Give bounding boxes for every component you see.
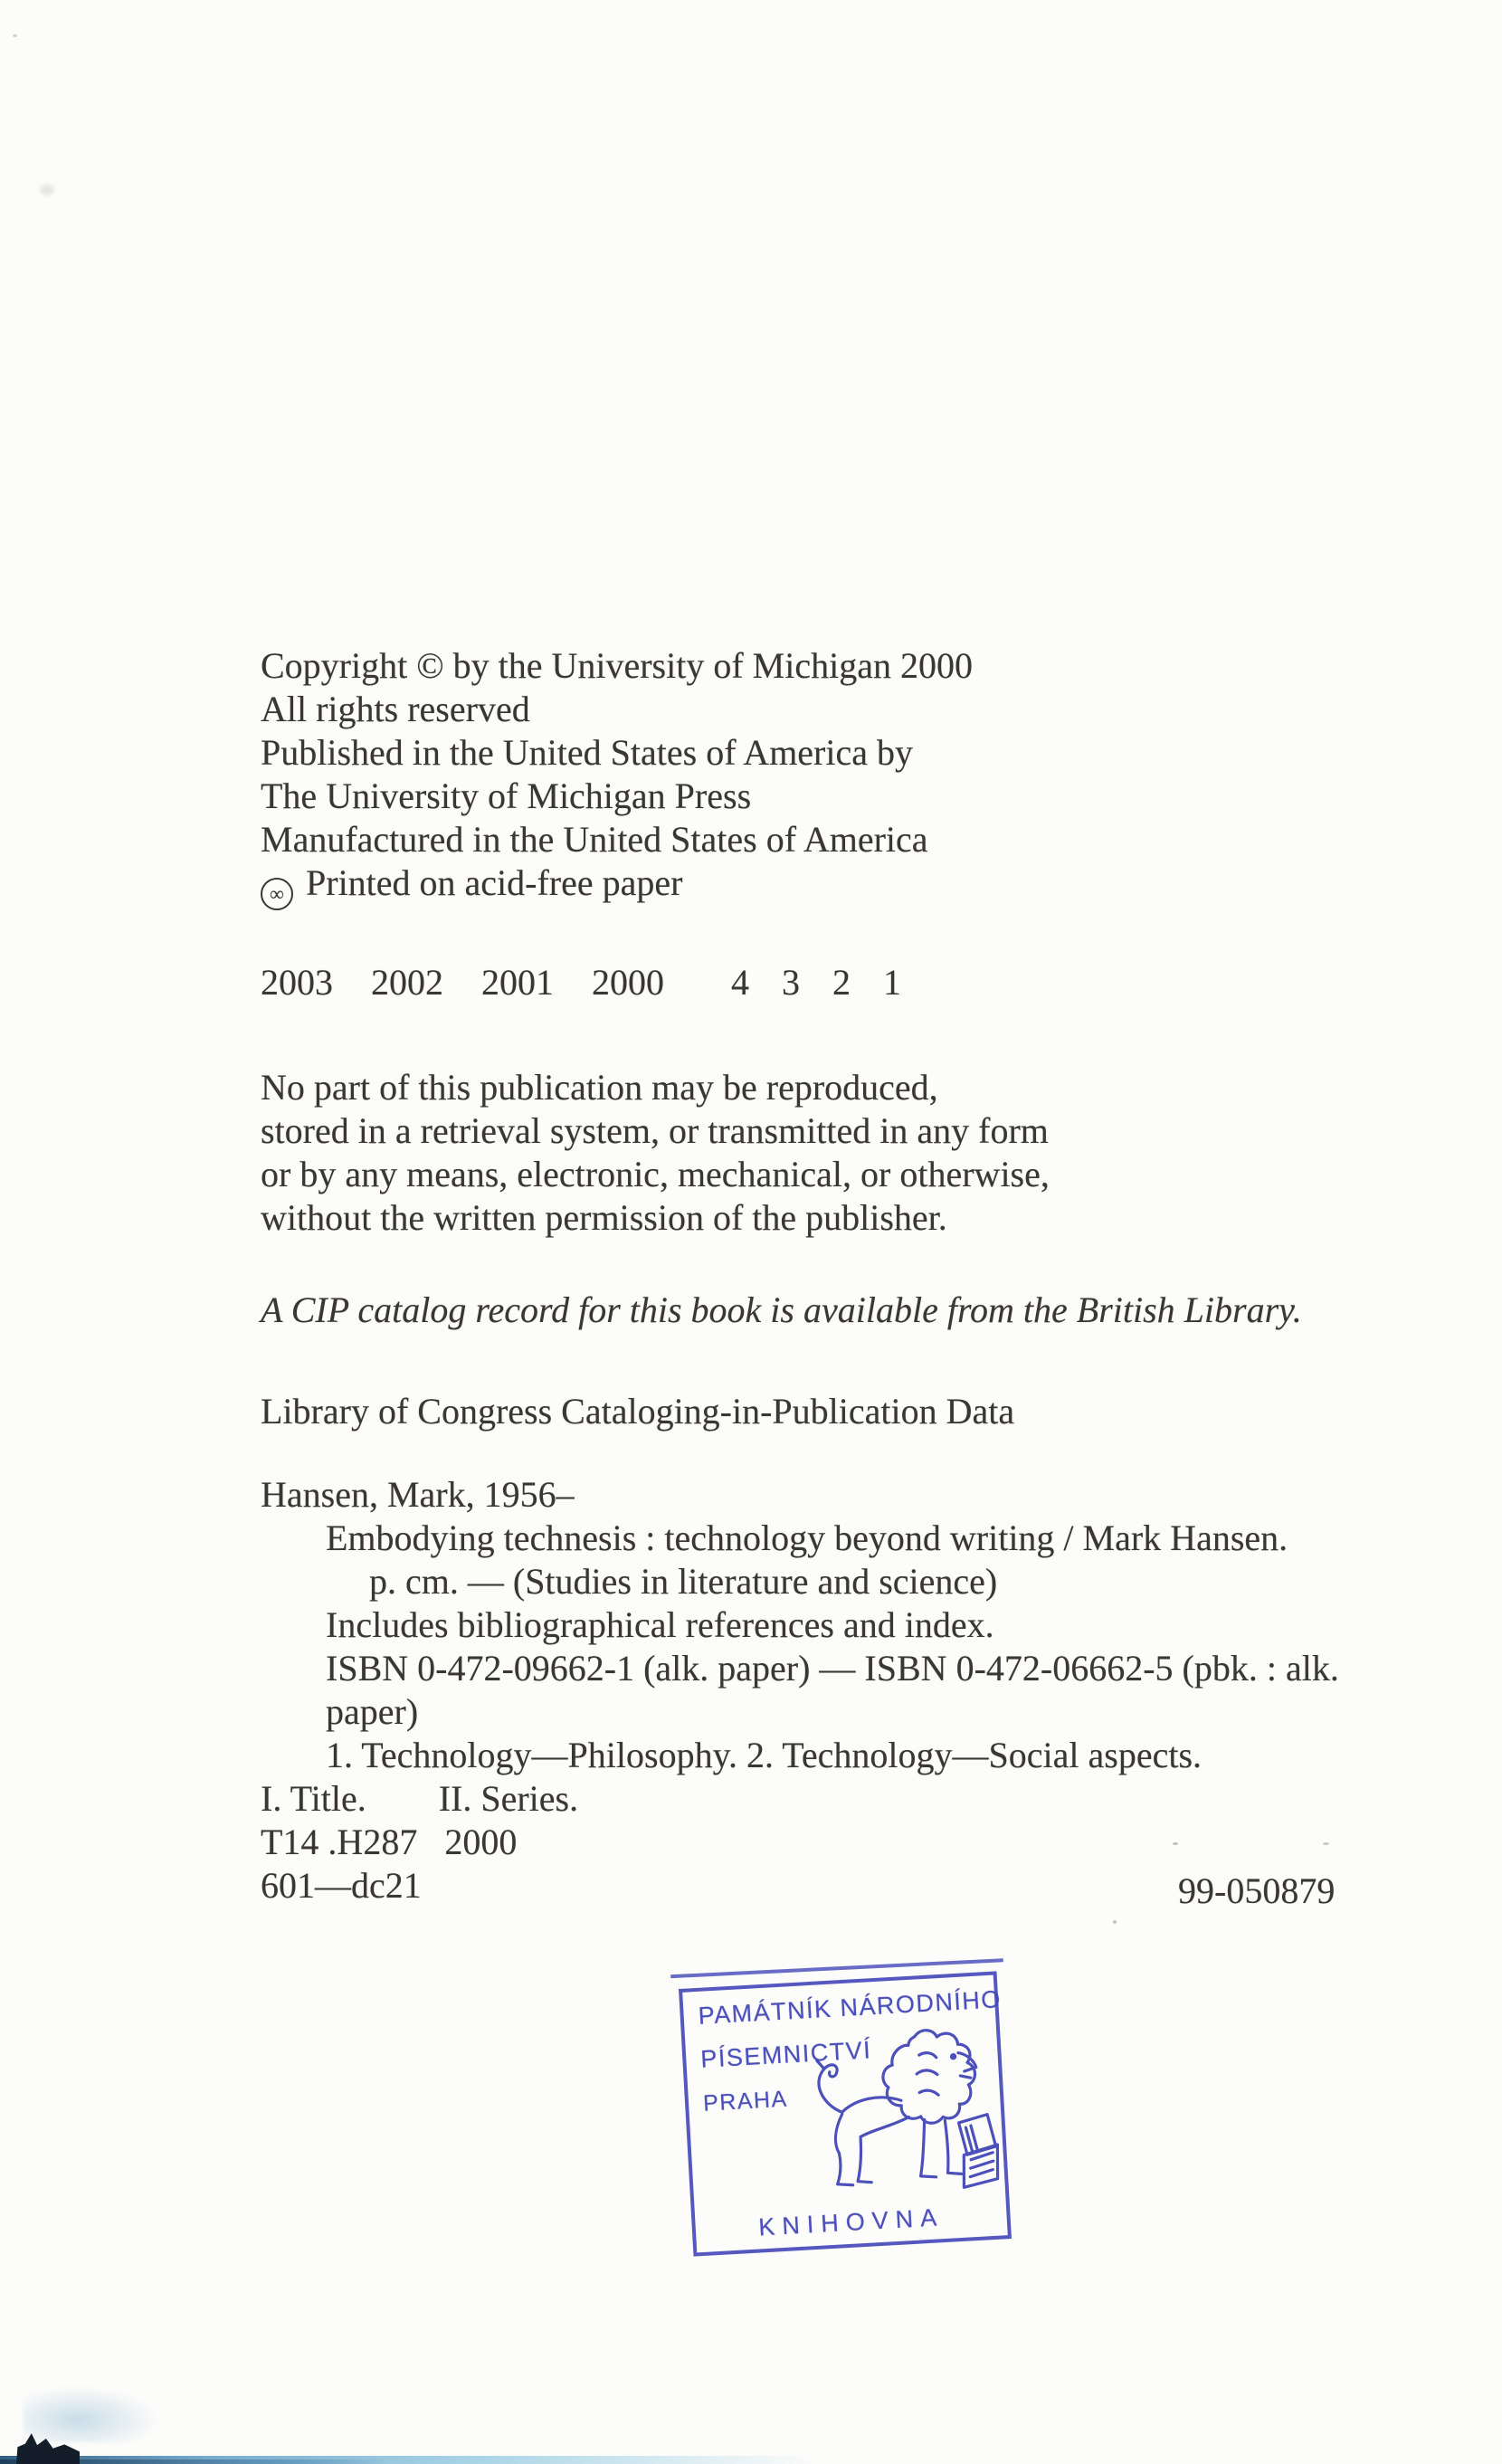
lccn-number: 99-050879 — [1178, 1870, 1336, 1911]
catalog-dewey-line: 601—dc21 — [261, 1865, 422, 1906]
lion-with-books-icon — [790, 2017, 1004, 2205]
acid-free-line — [261, 861, 973, 910]
scan-speck — [1113, 1920, 1117, 1924]
stamp-institution-line2: PÍSEMNICTVÍ — [699, 2036, 872, 2073]
rights-line: All rights reserved — [261, 689, 530, 729]
copyright-line: Copyright © by the University of Michigan 2000 — [261, 645, 973, 686]
printing-number: 2 — [832, 962, 851, 1003]
publisher-line: The University of Michigan Press — [261, 775, 752, 816]
catalog-subjects-line: 1. Technology—Philosophy. 2. Technology—Social aspects. — [326, 1735, 1203, 1775]
printing-line — [261, 961, 934, 1004]
permission-line: or by any means, electronic, mechanical, or otherwise, — [261, 1154, 1050, 1194]
printing-number: 3 — [782, 962, 800, 1003]
stamp-library-word: KNIHOVNA — [757, 2203, 945, 2241]
permission-block — [261, 1066, 1050, 1240]
scan-speck — [1323, 1842, 1329, 1845]
scan-speck — [1173, 1842, 1178, 1845]
printing-year: 2002 — [371, 962, 443, 1003]
lc-cip-heading: Library of Congress Cataloging-in-Publication Data — [261, 1391, 1015, 1432]
copyright-block — [261, 644, 973, 910]
library-stamp — [679, 1971, 1012, 2256]
permission-line: No part of this publication may be reproduced, — [261, 1067, 938, 1108]
published-line: Published in the United States of America by — [261, 732, 913, 773]
stamp-institution-line1: PAMÁTNÍK NÁRODNÍHO — [697, 1985, 1003, 2030]
catalog-title-line: Embodying technesis : technology beyond writing / Mark Hansen. — [326, 1517, 1288, 1558]
scan-speck — [40, 185, 54, 195]
printing-year: 2000 — [592, 962, 664, 1003]
acid-free-text: Printed on acid-free paper — [306, 862, 683, 903]
permission-line: stored in a retrieval system, or transmitted in any form — [261, 1110, 1049, 1151]
cip-availability-line: A CIP catalog record for this book is available from the British Library. — [261, 1289, 1302, 1330]
printing-numbers — [731, 961, 934, 1004]
printing-year: 2003 — [261, 962, 333, 1003]
permission-line: without the written permission of the publisher. — [261, 1197, 947, 1238]
printing-number: 4 — [731, 962, 749, 1003]
catalog-callnumber-line: T14 .H287 2000 — [261, 1822, 518, 1862]
infinity-circle-icon: ∞ — [261, 878, 293, 910]
catalog-references-line: Includes bibliographical references and index. — [326, 1604, 994, 1645]
manufactured-line: Manufactured in the United States of America — [261, 819, 928, 860]
catalog-isbn-line: ISBN 0-472-09662-1 (alk. paper) — ISBN 0-472-06662-5 (pbk. : alk. — [326, 1648, 1339, 1689]
scan-artifact-wisp — [24, 2386, 159, 2442]
catalog-isbn-continuation: paper) — [326, 1691, 419, 1732]
catalog-author-line: Hansen, Mark, 1956– — [261, 1474, 575, 1515]
scan-speck — [13, 34, 17, 37]
catalog-title-series-line: I. Title. II. Series. — [261, 1778, 579, 1819]
printing-number: 1 — [883, 962, 901, 1003]
stamp-city-line: PRAHA — [702, 2086, 789, 2117]
printing-year: 2001 — [481, 962, 554, 1003]
catalog-series-line: p. cm. — (Studies in literature and science) — [369, 1561, 998, 1602]
